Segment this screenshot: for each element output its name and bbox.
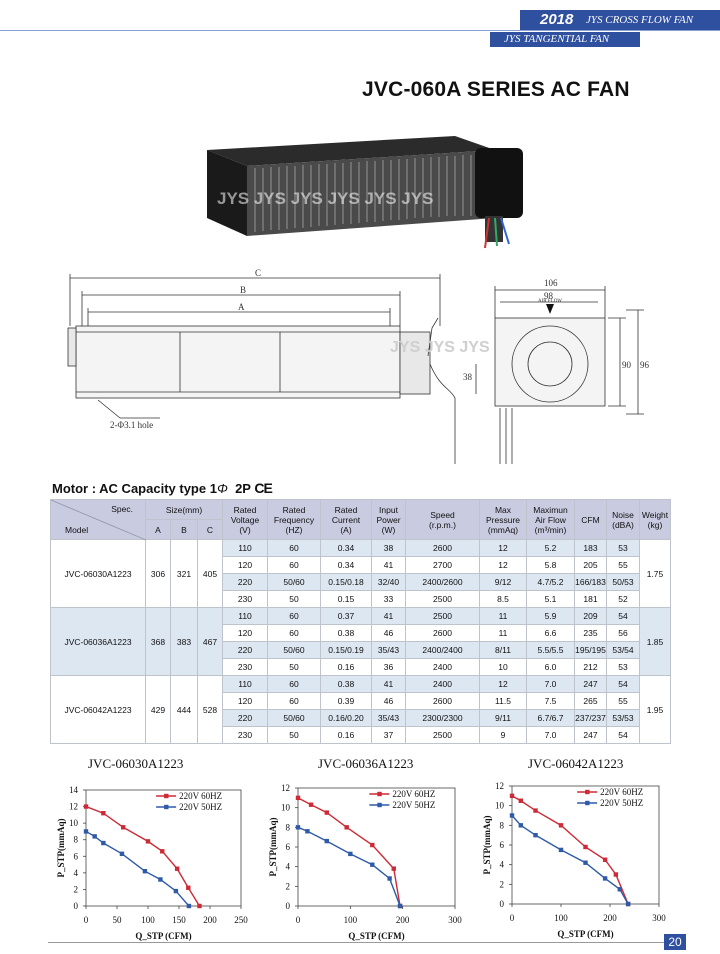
cell-voltage: 230 [223,727,268,744]
cell-noise: 55 [607,557,640,574]
header-a: A [146,520,171,540]
cell-pressure: 9 [480,727,527,744]
y-tick-label: 8 [499,820,504,831]
cell-weight: 1.85 [640,608,671,676]
dim-c-label: C [255,268,262,278]
header-year: 2018 [540,11,574,28]
series-point [146,839,150,843]
spec-table [50,499,671,744]
cell-speed: 2400/2600 [406,574,480,591]
y-tick-label: 10 [69,818,78,829]
y-tick-label: 8 [73,834,78,845]
x-tick-label: 300 [652,913,666,923]
y-tick-label: 12 [69,801,78,812]
cell-noise: 53/54 [607,642,640,659]
cell-airflow: 7.5 [527,693,575,710]
header-band-top [520,10,720,30]
x-tick-label: 100 [141,915,155,925]
header-noise: Noise (dBA) [607,500,640,540]
cell-power: 37 [372,727,406,744]
series-point [296,796,300,800]
cell-airflow: 7.0 [527,676,575,693]
cell-cfm: 181 [575,591,607,608]
header-b: B [171,520,198,540]
series-point [392,866,396,870]
cell-size-c: 467 [198,608,223,676]
cell-cfm: 247 [575,727,607,744]
motor-label-text: Motor : AC Capacity type 1 [52,481,217,496]
header-line1: JYS CROSS FLOW FAN [586,14,694,26]
header-weight: Weight (kg) [640,500,671,540]
series-point [187,904,191,908]
y-tick-label: 6 [499,840,504,850]
cell-speed: 2400/2400 [406,642,480,659]
legend-label: 220V 60HZ [600,787,644,797]
cell-noise: 53/53 [607,710,640,727]
cell-power: 32/40 [372,574,406,591]
footer-rule [48,942,664,943]
cell-current: 0.34 [321,540,372,557]
cell-airflow: 7.0 [527,727,575,744]
cell-cfm: 183 [575,540,607,557]
series-point [387,876,391,880]
cell-power: 35/43 [372,642,406,659]
y-tick-label: 4 [73,867,78,878]
drawing-watermark: JYS JYS JYS [390,339,490,356]
series-point [186,886,190,890]
cell-size-c: 405 [198,540,223,608]
series-point [84,829,88,833]
cell-voltage: 110 [223,540,268,557]
cell-noise: 54 [607,676,640,693]
cell-speed: 2400 [406,676,480,693]
fan-motor [475,148,523,248]
spec-table-body [51,540,671,744]
cell-current: 0.34 [321,557,372,574]
x-axis-label: Q_STP (CFM) [348,931,405,941]
cell-power: 41 [372,557,406,574]
cell-frequency: 60 [268,676,321,693]
cell-power: 36 [372,659,406,676]
cell-cfm: 209 [575,608,607,625]
cell-voltage: 120 [223,557,268,574]
cell-pressure: 8.5 [480,591,527,608]
table-row [51,608,671,625]
series-point [197,904,201,908]
cell-cfm: 212 [575,659,607,676]
header-frequency: Rated Frequency (HZ) [268,500,321,540]
cell-current: 0.38 [321,625,372,642]
cell-power: 41 [372,676,406,693]
product-photo [205,118,535,258]
cell-size-a: 429 [146,676,171,744]
cell-voltage: 120 [223,625,268,642]
cell-cfm: 237/237 [575,710,607,727]
cell-size-a: 368 [146,608,171,676]
series-point [618,887,622,891]
cell-size-a: 306 [146,540,171,608]
cell-size-b: 383 [171,608,198,676]
y-tick-label: 4 [499,859,504,870]
cell-airflow: 4.7/5.2 [527,574,575,591]
table-row [51,676,671,693]
cell-current: 0.39 [321,693,372,710]
series-point [370,843,374,847]
x-tick-label: 200 [395,915,410,925]
cell-frequency: 60 [268,693,321,710]
cell-airflow: 5.2 [527,540,575,557]
series-point [143,869,147,873]
dim-38-label: 38 [463,372,472,382]
legend-label: 220V 60HZ [392,789,436,799]
cell-noise: 52 [607,591,640,608]
cell-cfm: 247 [575,676,607,693]
series-line-50hz [512,816,628,905]
y-tick-label: 2 [285,881,290,892]
series-point [158,877,162,881]
cell-model: JVC-06036A1223 [51,608,146,676]
cell-speed: 2600 [406,540,480,557]
series-point [296,825,300,829]
technical-drawing [60,268,650,466]
cell-current: 0.16 [321,727,372,744]
series-point [309,803,313,807]
header-voltage: Rated Voltage (V) [223,500,268,540]
series-point [510,813,514,817]
series-point [398,904,402,908]
cell-speed: 2600 [406,693,480,710]
series-point [92,834,96,838]
series-point [603,858,607,862]
cell-noise: 53 [607,659,640,676]
cell-speed: 2500 [406,608,480,625]
cell-airflow: 6.0 [527,659,575,676]
cell-frequency: 50 [268,727,321,744]
x-tick-label: 300 [448,915,462,925]
series-point [175,867,179,871]
page-number: 20 [664,934,686,950]
cell-frequency: 60 [268,540,321,557]
legend-label: 220V 50HZ [600,798,644,808]
header-rule [0,30,720,31]
x-axis-label: Q_STP (CFM) [557,929,614,939]
cell-speed: 2400 [406,659,480,676]
cell-cfm: 235 [575,625,607,642]
chart-2-title: JVC-06036A1223 [318,756,414,771]
cell-frequency: 60 [268,608,321,625]
x-tick-label: 0 [509,913,515,923]
ce-mark: CE [254,480,272,496]
dim-98-label: 98 [544,291,553,301]
cell-pressure: 12 [480,540,527,557]
cell-size-b: 321 [171,540,198,608]
y-tick-label: 10 [495,800,504,811]
motor-pole: 2P [235,481,251,496]
cell-frequency: 50 [268,659,321,676]
series-point [510,794,514,798]
series-point [583,845,587,849]
table-row [51,540,671,557]
y-tick-label: 6 [73,851,78,862]
legend-marker [164,805,168,809]
cell-pressure: 11 [480,608,527,625]
chart-1 [50,774,260,946]
cell-cfm: 205 [575,557,607,574]
y-tick-label: 10 [281,802,290,813]
motor-phase: Φ [216,481,228,496]
header-model: Model [65,525,89,535]
cell-airflow: 5.1 [527,591,575,608]
header-speed: Speed (r.p.m.) [406,500,480,540]
x-tick-label: 200 [203,915,217,925]
header-pressure: Max Pressure (mmAq) [480,500,527,540]
cell-model: JVC-06042A1223 [51,676,146,744]
dim-106-label: 106 [544,278,558,288]
series-line-60hz [512,796,628,904]
y-tick-label: 2 [499,879,504,890]
cell-pressure: 8/11 [480,642,527,659]
series-point [101,841,105,845]
cell-pressure: 9/12 [480,574,527,591]
cell-power: 38 [372,540,406,557]
x-tick-label: 0 [83,915,89,925]
cell-airflow: 5.9 [527,608,575,625]
motor-label [52,480,272,496]
header-airflow: Maximun Air Flow (m³/min) [527,500,575,540]
header-current: Rated Current (A) [321,500,372,540]
cell-size-b: 444 [171,676,198,744]
cell-current: 0.16/0.20 [321,710,372,727]
series-point [603,876,607,880]
legend-marker [377,803,381,807]
series-line-50hz [298,827,400,906]
cell-noise: 50/53 [607,574,640,591]
cell-speed: 2500 [406,727,480,744]
series-point [121,825,125,829]
cell-frequency: 50 [268,591,321,608]
hole-note: 2-Φ3.1 hole [110,420,154,430]
cell-pressure: 9/11 [480,710,527,727]
cell-power: 35/43 [372,710,406,727]
series-point [325,810,329,814]
series-point [305,829,309,833]
series-point [84,804,88,808]
y-tick-label: 8 [285,822,290,833]
series-line-60hz [86,807,199,906]
cell-noise: 55 [607,693,640,710]
cell-airflow: 5.5/5.5 [527,642,575,659]
header-band-bottom [490,32,640,47]
series-point [519,799,523,803]
cell-current: 0.15 [321,591,372,608]
cell-power: 33 [372,591,406,608]
y-axis-label: P_STP(mmAq) [56,818,66,878]
header-spec-model [51,500,146,540]
x-tick-label: 200 [603,913,617,923]
series-point [120,852,124,856]
header-power: Input Power (W) [372,500,406,540]
cell-airflow: 5.8 [527,557,575,574]
legend-label: 220V 50HZ [179,802,223,812]
cell-current: 0.16 [321,659,372,676]
cell-voltage: 220 [223,642,268,659]
dim-b-label: B [240,285,247,295]
cell-frequency: 60 [268,557,321,574]
series-point [559,823,563,827]
cell-power: 46 [372,693,406,710]
cell-frequency: 50/60 [268,642,321,659]
header-line2: JYS TANGENTIAL FAN [504,33,610,45]
series-point [160,849,164,853]
y-axis-label: P_STP(mmAq) [482,815,492,875]
series-point [519,823,523,827]
series-point [533,808,537,812]
cell-voltage: 120 [223,693,268,710]
cell-voltage: 110 [223,608,268,625]
cell-pressure: 11 [480,625,527,642]
cell-model: JVC-06030A1223 [51,540,146,608]
x-tick-label: 100 [554,913,568,923]
series-point [325,839,329,843]
cell-speed: 2500 [406,591,480,608]
dim-a-label: A [238,302,245,312]
y-tick-label: 0 [73,901,78,911]
airflow-label: AIR FLOW [538,299,563,304]
dim-90-label: 90 [622,360,631,370]
series-point [614,872,618,876]
cell-speed: 2700 [406,557,480,574]
cell-voltage: 220 [223,574,268,591]
cell-weight: 1.95 [640,676,671,744]
x-tick-label: 50 [112,915,122,925]
cell-pressure: 12 [480,676,527,693]
cell-voltage: 230 [223,591,268,608]
cell-noise: 54 [607,727,640,744]
cell-current: 0.15/0.19 [321,642,372,659]
cell-current: 0.38 [321,676,372,693]
x-tick-label: 100 [343,915,358,925]
y-tick-label: 14 [69,785,78,795]
series-point [174,889,178,893]
cell-airflow: 6.6 [527,625,575,642]
chart-1-title: JVC-06030A1223 [88,756,184,771]
cell-frequency: 50/60 [268,710,321,727]
cell-noise: 53 [607,540,640,557]
y-tick-label: 4 [285,861,290,872]
header-c: C [198,520,223,540]
chart-2 [262,774,472,946]
dim-96-label: 96 [640,360,649,370]
cell-cfm: 195/195 [575,642,607,659]
legend-marker [585,790,589,794]
header-spec: Spec. [111,504,133,514]
chart-3-title: JVC-06042A1223 [528,756,624,771]
x-tick-label: 0 [295,915,301,925]
cell-cfm: 265 [575,693,607,710]
series-point [101,811,105,815]
series-point [344,825,348,829]
cell-speed: 2300/2300 [406,710,480,727]
photo-watermark: JYS JYS JYS JYS JYS JYS [217,189,434,208]
cell-pressure: 12 [480,557,527,574]
y-axis-label: P_STP(mmAq) [268,817,278,877]
cell-pressure: 11.5 [480,693,527,710]
x-tick-label: 250 [234,915,248,925]
legend-marker [585,801,589,805]
legend-marker [164,794,168,798]
cell-airflow: 6.7/6.7 [527,710,575,727]
cell-speed: 2600 [406,625,480,642]
cell-frequency: 60 [268,625,321,642]
page-title: JVC-060A SERIES AC FAN [362,78,630,101]
x-tick-label: 150 [172,915,186,925]
header-size: Size(mm) [146,500,223,520]
cell-noise: 54 [607,608,640,625]
legend-label: 220V 60HZ [179,791,223,801]
series-point [370,863,374,867]
cell-size-c: 528 [198,676,223,744]
y-tick-label: 2 [73,884,78,895]
cell-voltage: 220 [223,710,268,727]
cell-power: 41 [372,608,406,625]
cell-voltage: 230 [223,659,268,676]
cell-power: 46 [372,625,406,642]
series-point [626,902,630,906]
header-cfm: CFM [575,500,607,540]
cell-weight: 1.75 [640,540,671,608]
x-axis-label: Q_STP (CFM) [135,931,192,941]
series-point [559,848,563,852]
y-tick-label: 0 [499,899,504,909]
chart-3 [476,774,676,946]
series-point [583,861,587,865]
series-point [348,852,352,856]
legend-label: 220V 50HZ [392,800,436,810]
series-point [533,833,537,837]
y-tick-label: 12 [495,781,504,791]
y-tick-label: 12 [281,783,290,793]
cell-pressure: 10 [480,659,527,676]
legend-marker [377,792,381,796]
cell-frequency: 50/60 [268,574,321,591]
cell-voltage: 110 [223,676,268,693]
y-tick-label: 6 [285,842,290,852]
cell-current: 0.37 [321,608,372,625]
cell-cfm: 166/183 [575,574,607,591]
cell-noise: 56 [607,625,640,642]
cell-current: 0.15/0.18 [321,574,372,591]
y-tick-label: 0 [285,901,290,911]
